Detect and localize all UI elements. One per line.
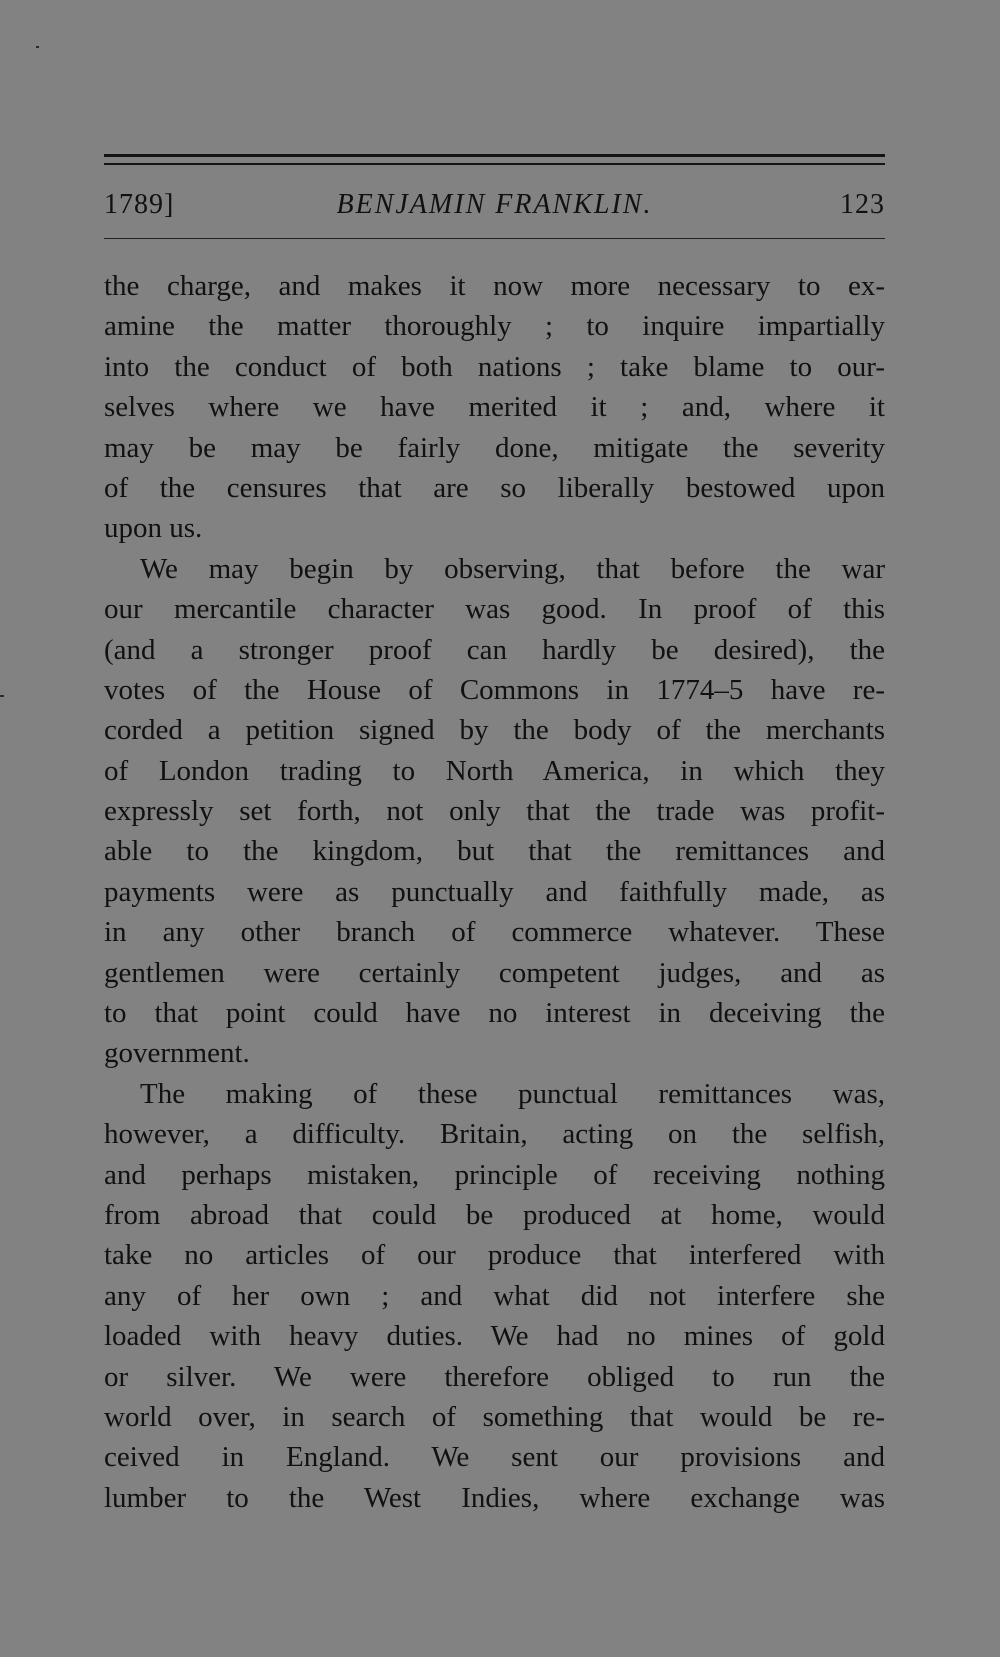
text-line: of the censures that are so liberally bestowed upon bbox=[104, 471, 885, 504]
scan-speck bbox=[0, 695, 4, 697]
running-head-year: 1789] bbox=[104, 189, 175, 220]
text-line: to that point could have no interest in deceiving the bbox=[104, 997, 885, 1030]
text-line: loaded with heavy duties. We had no mines of gold bbox=[104, 1320, 885, 1353]
text-line: however, a difficulty. Britain, acting on the selfish, bbox=[104, 1118, 885, 1151]
running-head-title: BENJAMIN FRANKLIN. bbox=[336, 189, 653, 220]
text-line: votes of the House of Commons in 1774–5 have re- bbox=[104, 673, 885, 706]
text-line: take no articles of our produce that interfered with bbox=[104, 1239, 885, 1272]
text-line: selves where we have merited it ; and, where it bbox=[104, 391, 885, 424]
text-line: able to the kingdom, but that the remittances and bbox=[104, 835, 885, 868]
header-rule-thin bbox=[104, 163, 885, 165]
text-line: The making of these punctual remittances was, bbox=[140, 1077, 885, 1110]
text-line: world over, in search of something that would be re- bbox=[104, 1400, 885, 1433]
text-line: expressly set forth, not only that the trade was profit- bbox=[104, 795, 885, 828]
text-line: payments were as punctually and faithfully made, as bbox=[104, 875, 885, 908]
text-line: lumber to the West Indies, where exchange was bbox=[104, 1481, 885, 1514]
text-line: We may begin by observing, that before the war bbox=[140, 552, 885, 585]
text-line: of London trading to North America, in which they bbox=[104, 754, 885, 787]
text-line: from abroad that could be produced at home, would bbox=[104, 1198, 885, 1231]
text-line: government. bbox=[104, 1037, 250, 1070]
text-line: or silver. We were therefore obliged to run the bbox=[104, 1360, 885, 1393]
text-line: amine the matter thoroughly ; to inquire impartially bbox=[104, 310, 885, 343]
text-line: the charge, and makes it now more necessary to ex- bbox=[104, 270, 885, 302]
scan-speck bbox=[36, 46, 39, 48]
text-line: in any other branch of commerce whatever. These bbox=[104, 916, 885, 949]
header-rule-thick bbox=[104, 154, 885, 157]
page-number: 123 bbox=[840, 189, 885, 220]
text-line: upon us. bbox=[104, 512, 203, 545]
text-line: (and a stronger proof can hardly be desired), the bbox=[104, 633, 885, 666]
text-line: into the conduct of both nations ; take blame to our- bbox=[104, 350, 885, 383]
text-line: and perhaps mistaken, principle of receiving nothing bbox=[104, 1158, 885, 1191]
body-text bbox=[104, 266, 885, 1518]
text-line: gentlemen were certainly competent judges, and as bbox=[104, 956, 885, 989]
text-line: any of her own ; and what did not interfere she bbox=[104, 1279, 885, 1312]
text-line: ceived in England. We sent our provisions and bbox=[104, 1441, 885, 1474]
text-line: may be may be fairly done, mitigate the severity bbox=[104, 431, 885, 464]
text-line: our mercantile character was good. In proof of this bbox=[104, 593, 885, 626]
running-head-rule bbox=[104, 238, 885, 239]
running-head bbox=[104, 185, 885, 225]
text-line: corded a petition signed by the body of the merchants bbox=[104, 714, 885, 747]
